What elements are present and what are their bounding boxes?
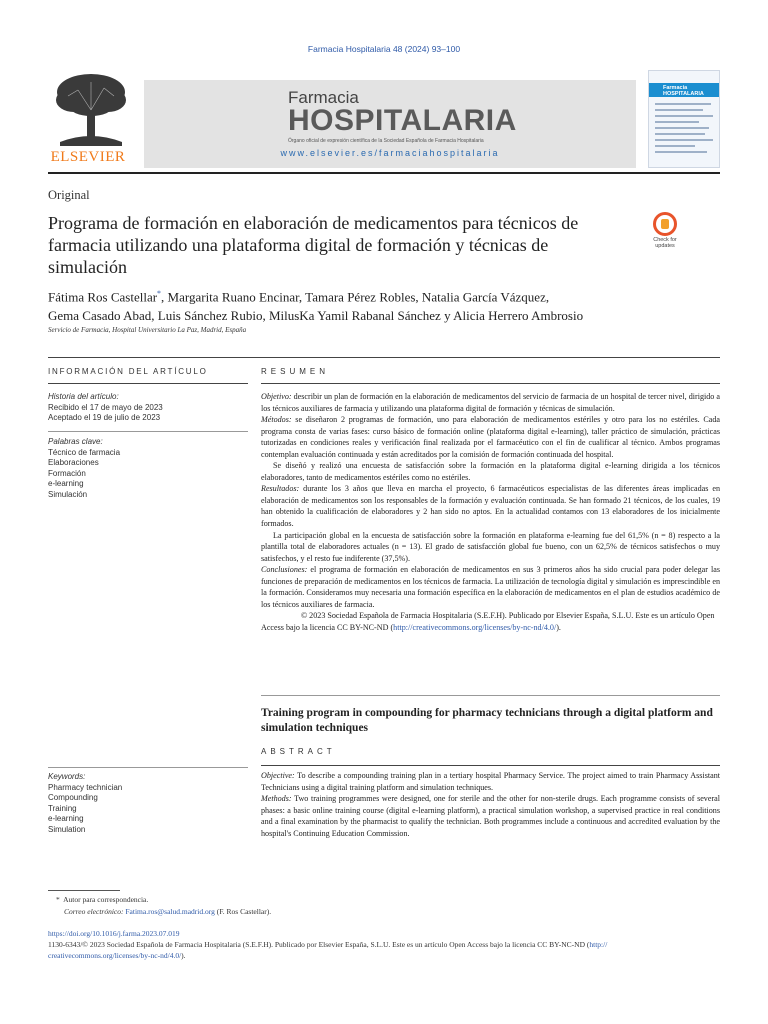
journal-reference[interactable]: Farmacia Hospitalaria 48 (2024) 93–100 — [307, 44, 461, 54]
keyword: Training — [48, 803, 77, 813]
footer-license-link[interactable]: http:// — [589, 940, 608, 949]
resumen-metodos: Métodos: se diseñaron 2 programas de formación, uno para elaboración de medicamentos estériles y otro para los no estériles. Cada programa consta de varias fases: curso básico de formación online (plataforma digital e-learning), taller práctico de simulación, prácticas tutorizadas en condiciones reales y verificación final realizada por el farmacéutico con el fin de cualificar al técnico. Ambos programas contemplan evaluación continuada y están acreditados por la comisión de formación continuada del hospital. — [261, 415, 720, 459]
elsevier-logo[interactable] — [48, 70, 138, 170]
resumen-heading: RESUMEN — [261, 367, 330, 376]
affiliation: Servicio de Farmacia, Hospital Universitario La Paz, Madrid, España — [48, 326, 247, 334]
elsevier-tree-icon — [48, 70, 134, 148]
article-history — [48, 392, 163, 424]
keyword: Simulation — [48, 824, 86, 834]
author-names-rest: , Margarita Ruano Encinar, Tamara Pérez Robles, Natalia García Vázquez, — [161, 289, 550, 305]
abstract-heading: ABSTRACT — [261, 747, 336, 756]
cover-title: Farmacia HOSPITALARIA — [663, 85, 704, 97]
journal-name-big: HOSPITALARIA — [288, 104, 517, 137]
journal-name-small: Farmacia — [288, 88, 359, 107]
footnote-rule — [48, 890, 120, 891]
history-divider — [48, 431, 248, 432]
resumen-conclusiones: Conclusiones: el programa de formación en elaboración de medicamentos en sus 3 primeros años ha sido crucial para poder delegar las funciones de preparación de medicamentos en los técnicos de farmacia. La utilización de tecnología digital y simulación es imprescindible en la formación. Consideramos muy necesaria una formación específica en la elaboración de medicamentos en el plan de estudios académico de los técnicos auxiliares de farmacia. — [261, 565, 720, 609]
history-label: Historia del artículo: — [48, 392, 119, 401]
abstract-rule — [261, 765, 720, 766]
resumen-end-rule — [261, 695, 720, 696]
journal-subtitle: Órgano oficial de expresión científica de la Sociedad Española de Farmacia Hospitalaria — [288, 138, 484, 144]
accepted-date: Aceptado el 19 de julio de 2023 — [48, 413, 161, 423]
resumen-resultados: Resultados: durante los 3 años que lleva en marcha el proyecto, 6 farmacéuticos especialistas de las diferentes áreas implicadas en elaboración de medicamentos son los responsables de la formación y evaluación continuada. Se han formado 21 técnicos, de los cuales, 19 han obtenido la cualificación de elaboradores y 2 han sido no aptos. En la actualidad contamos con 13 elaboradores de los inicialmente formados. — [261, 484, 720, 529]
keyword: Técnico de farmacia — [48, 447, 121, 457]
en-keywords-label: Keywords: — [48, 772, 86, 781]
received-date: Recibido el 17 de mayo de 2023 — [48, 402, 163, 412]
abstract-objective: Objective: To describe a compounding training plan in a tertiary hospital Pharmacy Service. The project aimed to train Pharmacy Assistant Technicians using a digital training platform and simulation techniques. — [261, 771, 720, 792]
license-link[interactable]: http://creativecommons.org/licenses/by-nc-nd/4.0/ — [393, 622, 557, 632]
email-label: Correo electrónico: — [64, 906, 124, 916]
article-title: Programa de formación en elaboración de medicamentos para técnicos de farmacia utilizando una plataforma digital de formación y técnicas de simulación — [48, 213, 579, 277]
article-info-heading: INFORMACIÓN DEL ARTÍCULO — [48, 367, 208, 376]
correspondence-footnote — [56, 894, 271, 917]
affiliation-rule — [48, 357, 720, 358]
check-updates-icon — [653, 212, 677, 236]
keyword: e-learning — [48, 814, 84, 824]
check-for-updates-button[interactable] — [646, 212, 684, 252]
page-footer — [48, 928, 720, 961]
keywords-label: Palabras clave: — [48, 437, 103, 446]
keyword: Simulación — [48, 489, 88, 499]
resumen-rule — [261, 383, 720, 384]
article-info-rule — [48, 383, 248, 384]
keyword: e-learning — [48, 479, 84, 489]
check-updates-label: Check for updates — [653, 237, 677, 249]
abstract-methods: Methods: Two training programmes were designed, one for sterile and the other for non-sterile drugs. Each programme consists of several phases: a basic online training course (digital e-learning platform), a practical simulation workshop, a supervised practice in real conditions and a final examination by the pharmacist to qualify the technician. Both programmes include a continuous and accredited evaluation by the hospital's Continuing Education Commission. — [261, 794, 720, 838]
footnote-mark: * — [56, 895, 60, 904]
correspondence-label: Autor para correspondencia. — [63, 895, 149, 904]
keywords-en — [48, 772, 122, 836]
resumen-metodos-encuesta: Se diseñó y realizó una encuesta de satisfacción sobre la formación en la plataforma digital e-learning dirigida a los técnicos elaboradores, tanto de medicamentos estériles como no estériles. — [261, 461, 720, 482]
keywords-es — [48, 437, 120, 501]
author-list — [48, 284, 720, 325]
elsevier-wordmark: ELSEVIER — [50, 149, 126, 165]
footer-license-link-cont[interactable]: creativecommons.org/licenses/by-nc-nd/4.0/ — [48, 951, 182, 960]
correspondence-mark[interactable]: * — [157, 289, 162, 298]
journal-banner — [144, 80, 636, 168]
resumen-copyright: © 2023 Sociedad Española de Farmacia Hospitalaria (S.E.F.H). Publicado por Elsevier España, S.L.U. Este es un artículo Open Access bajo la licencia CC BY-NC-ND (http://creativecommons.org/licenses/by-nc-nd/4.0/). — [261, 611, 715, 632]
article-section: Original — [48, 188, 90, 202]
english-title: Training program in compounding for pharmacy technicians through a digital platform and simulation techniques — [261, 707, 713, 734]
abstract-body — [261, 770, 720, 839]
resumen-objetivo: Objetivo: describir un plan de formación en la elaboración de medicamentos del servicio de farmacia de un hospital de tercer nivel, dirigido a los técnicos auxiliares de farmacia y utilizando una plataforma digital de formación y técnicas de simulación. — [261, 392, 720, 413]
email-link[interactable]: Fatima.ros@salud.madrid.org — [125, 906, 215, 916]
license-statement: 1130-6343/© 2023 Sociedad Española de Farmacia Hospitalaria (S.E.F.H). Publicado por Elsevier España, S.L.U. Este es un artículo Open Access bajo la licencia CC BY-NC-ND (http:// creativecommons.org/licenses/by-nc-nd/4.0/). — [48, 940, 608, 960]
keyword: Compounding — [48, 793, 98, 803]
en-keywords-rule — [48, 767, 248, 768]
journal-cover-thumbnail[interactable] — [648, 70, 720, 168]
journal-url[interactable]: www.elsevier.es/farmaciahospitalaria — [280, 148, 500, 158]
doi-link[interactable]: https://doi.org/10.1016/j.farma.2023.07.019 — [48, 929, 180, 938]
cover-text-lines — [655, 103, 713, 157]
resumen-body — [261, 391, 720, 633]
resumen-resultados-encuesta: La participación global en la encuesta de satisfacción sobre la formación en plataforma e-learning fue del 61,5% (n = 8) respecto a la plantilla total de elaboradores actuales (n = 13). El grado de satisfacción global fue bueno, con un 62,5% de técnicos satisfechos o muy satisfechos, y el resto fue indiferente (37,5%). — [261, 530, 720, 563]
keyword: Formación — [48, 468, 86, 478]
email-owner: (F. Ros Castellar). — [214, 906, 272, 916]
keyword: Pharmacy technician — [48, 782, 123, 792]
author-names-line2: Gema Casado Abad, Luis Sánchez Rubio, MilusKa Yamil Rabanal Sánchez y Alicia Herrero Ambrosio — [48, 308, 584, 324]
keyword: Elaboraciones — [48, 458, 99, 468]
masthead — [48, 70, 720, 170]
header-rule — [48, 172, 720, 174]
author-name[interactable]: Fátima Ros Castellar — [48, 289, 158, 305]
